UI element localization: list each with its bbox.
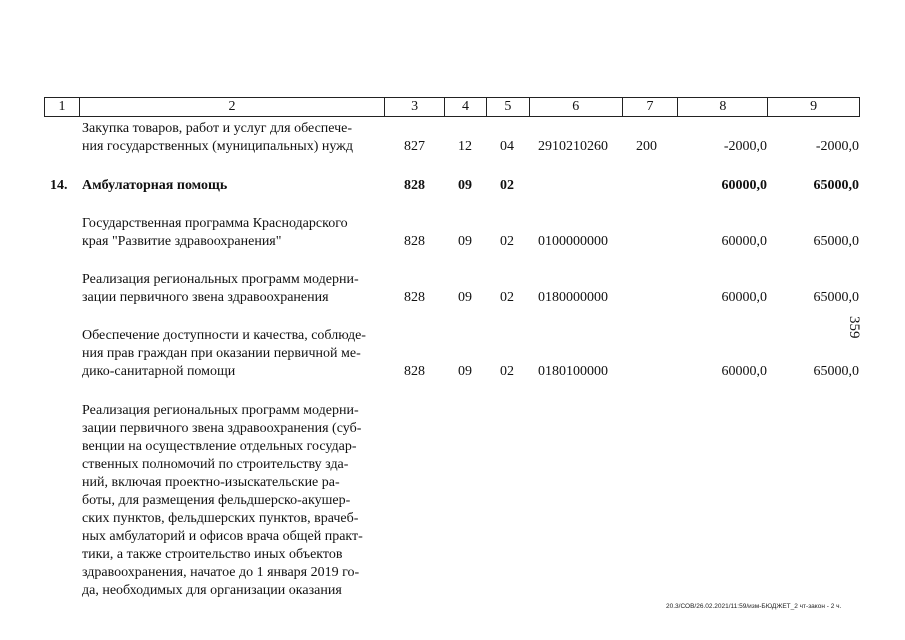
header-col-2: 2 [80, 98, 385, 116]
cell-amount-2022: 65000,0 [813, 178, 859, 193]
cell-expense-type: 200 [636, 139, 657, 154]
description-line: Амбулаторная помощь [82, 178, 228, 193]
cell-admin-code: 828 [404, 234, 425, 249]
description-line: Обеспечение доступности и качества, соблюде- [82, 328, 366, 343]
header-col-6: 6 [530, 98, 623, 116]
row-number: 14. [50, 178, 68, 193]
cell-section: 09 [458, 178, 472, 193]
cell-section: 12 [458, 139, 472, 154]
cell-amount-2021: 60000,0 [721, 290, 767, 305]
header-col-3: 3 [385, 98, 445, 116]
description-line: тики, а также строительство иных объектов [82, 547, 343, 562]
cell-admin-code: 828 [404, 364, 425, 379]
row-description [82, 327, 385, 381]
description-line: венции на осуществление отдельных государ- [82, 439, 357, 454]
page-number: 359 [846, 316, 862, 339]
row-description [82, 215, 385, 251]
cell-target-article: 0100000000 [538, 234, 608, 249]
description-line: ний, включая проектно-изыскательские ра- [82, 475, 340, 490]
cell-target-article: 0180100000 [538, 364, 608, 379]
cell-amount-2021: -2000,0 [723, 139, 767, 154]
header-col-1: 1 [45, 98, 80, 116]
cell-amount-2022: 65000,0 [813, 364, 859, 379]
description-line: ственных полномочий по строительству зда- [82, 457, 349, 472]
description-line: здравоохранения, начатое до 1 января 2019 го- [82, 565, 360, 580]
cell-target-article: 0180000000 [538, 290, 608, 305]
row-description [82, 120, 385, 156]
description-line: Реализация региональных программ модерни- [82, 403, 359, 418]
header-col-4: 4 [445, 98, 487, 116]
cell-section: 09 [458, 290, 472, 305]
description-line: дико-санитарной помощи [82, 364, 236, 379]
cell-amount-2021: 60000,0 [721, 364, 767, 379]
header-col-8: 8 [678, 98, 768, 116]
cell-amount-2022: 65000,0 [813, 290, 859, 305]
cell-subsection: 02 [500, 234, 514, 249]
footer-stamp: 20.3/СОВ/26.02.2021/11:59/изм-БЮДЖЕТ_2 чт-закон - 2 ч. [666, 603, 842, 610]
description-line: боты, для размещения фельдшерско-акушер- [82, 493, 351, 508]
cell-amount-2022: 65000,0 [813, 234, 859, 249]
description-line: ских пунктов, фельдшерских пунктов, врачеб- [82, 511, 359, 526]
description-line: зации первичного звена здравоохранения (суб- [82, 421, 362, 436]
description-line: края "Развитие здравоохранения" [82, 234, 282, 249]
description-line: ния государственных (муниципальных) нужд [82, 139, 353, 154]
header-col-5: 5 [487, 98, 530, 116]
cell-subsection: 02 [500, 178, 514, 193]
cell-amount-2021: 60000,0 [721, 178, 767, 193]
table-header [44, 97, 860, 117]
row-description [82, 271, 385, 307]
description-line: Государственная программа Краснодарского [82, 216, 348, 231]
header-col-9: 9 [810, 99, 818, 114]
description-line: да, необходимых для организации оказания [82, 583, 342, 598]
cell-admin-code: 828 [404, 290, 425, 305]
cell-admin-code: 827 [404, 139, 425, 154]
cell-section: 09 [458, 364, 472, 379]
cell-amount-2022: -2000,0 [815, 139, 859, 154]
row-description [82, 402, 385, 600]
cell-subsection: 04 [500, 139, 514, 154]
description-line: ния прав граждан при оказании первичной ме- [82, 346, 361, 361]
row-description [82, 177, 385, 195]
description-line: Закупка товаров, работ и услуг для обеспече- [82, 121, 353, 136]
header-col-7: 7 [623, 98, 679, 116]
description-line: Реализация региональных программ модерни- [82, 272, 359, 287]
cell-section: 09 [458, 234, 472, 249]
cell-subsection: 02 [500, 364, 514, 379]
cell-subsection: 02 [500, 290, 514, 305]
description-line: ных амбулаторий и офисов врача общей практ- [82, 529, 363, 544]
cell-target-article: 2910210260 [538, 139, 608, 154]
cell-amount-2021: 60000,0 [721, 234, 767, 249]
cell-admin-code: 828 [404, 178, 425, 193]
description-line: зации первичного звена здравоохранения [82, 290, 329, 305]
